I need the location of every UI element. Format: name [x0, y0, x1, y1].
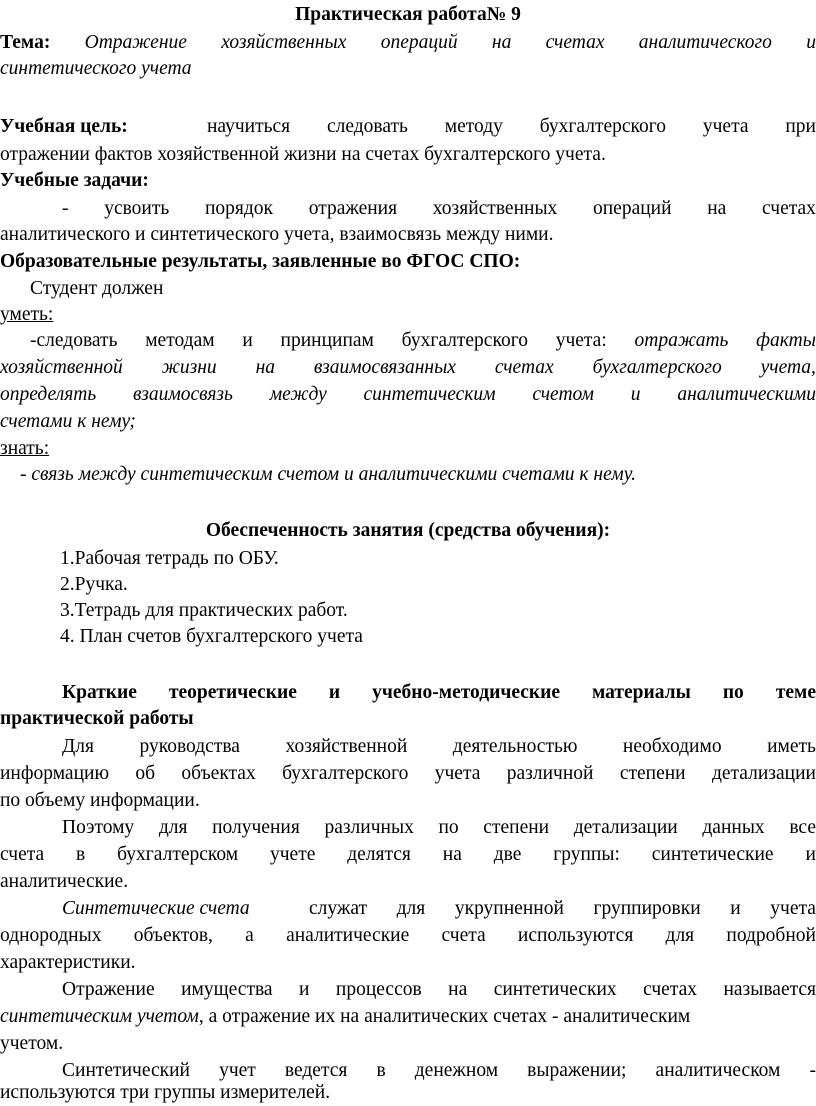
- p3-word: аналитические: [286, 925, 410, 946]
- goal-word: бухгалтерского: [539, 116, 667, 137]
- p1-word: деятельностью: [452, 736, 578, 757]
- p3-word: однородных: [0, 925, 102, 946]
- p3-line-2: [0, 923, 816, 949]
- p4-italic-term: синтетическим учетом: [0, 1006, 199, 1027]
- results-heading: Образовательные результаты, заявленные во ФГОС СПО:: [0, 251, 521, 272]
- can-line-1: [30, 328, 816, 354]
- tasks-line-2: аналитического и синтетического учета, взаимосвязь между ними.: [0, 224, 554, 245]
- p1-line-2: [0, 761, 816, 787]
- p2-word: и: [805, 844, 816, 865]
- p4-word: Отражение: [62, 979, 155, 1000]
- p3-word: счета: [441, 925, 486, 946]
- p2-word: две: [493, 844, 522, 865]
- p3-word: а: [245, 925, 254, 946]
- can-word: факты: [756, 330, 816, 351]
- p4-line-2: [0, 1004, 816, 1030]
- theory-heading-line-1: [62, 680, 816, 706]
- goal-word: научиться: [207, 116, 291, 137]
- can-line-2: [0, 355, 816, 381]
- can-word: хозяйственной: [0, 357, 123, 378]
- p4-line-3: учетом.: [0, 1033, 64, 1054]
- provision-heading: Обеспеченность занятия (средства обучения):: [205, 520, 611, 541]
- p2-word: синтетические: [651, 844, 774, 865]
- p1-word: бухгалтерского: [282, 763, 409, 784]
- p2-word: делятся: [347, 844, 411, 865]
- p2-word: получения: [212, 817, 300, 838]
- p4-word: имущества: [181, 979, 273, 1000]
- can-word: взаимосвязь: [133, 384, 233, 405]
- goal-word: методу: [444, 116, 503, 137]
- tasks-word: счетах: [762, 198, 816, 219]
- p3-word: объектов,: [133, 925, 213, 946]
- goal-word: учета: [702, 116, 749, 137]
- p2-word: учете: [269, 844, 316, 865]
- p2-word: данных: [702, 817, 765, 838]
- p2-word: различных: [324, 817, 414, 838]
- p3-word: используются: [517, 925, 634, 946]
- p1-word: необходимо: [622, 736, 722, 757]
- tasks-word: порядок: [204, 198, 274, 219]
- can-line-3: [0, 382, 816, 408]
- can-word: принципам: [280, 330, 374, 351]
- p5-word: выражении;: [527, 1060, 627, 1081]
- topic-word: операций: [380, 32, 458, 53]
- p5-word: ведется: [284, 1060, 348, 1081]
- tasks-word: -: [62, 198, 69, 219]
- p5-word: денежном: [414, 1060, 499, 1081]
- can-label: уметь:: [0, 304, 54, 325]
- p1-word: об: [135, 763, 156, 784]
- p2-word: для: [158, 817, 188, 838]
- theory-heading-line-2: практической работы: [0, 708, 194, 729]
- goal-line-2: отражении фактов хозяйственной жизни на счетах бухгалтерского учета.: [0, 144, 606, 165]
- goal-word: следовать: [326, 116, 408, 137]
- can-word: бухгалтерского: [592, 357, 722, 378]
- can-word: счетах: [494, 357, 554, 378]
- provision-item: 2.Ручка.: [60, 574, 128, 595]
- p2-word: по: [438, 817, 459, 838]
- page-title: Практическая работа№ 9: [295, 4, 521, 25]
- topic-line-1: [0, 30, 816, 56]
- p3-word: служат: [309, 898, 368, 919]
- topic-word: аналитического: [638, 32, 772, 53]
- p5-word: учет: [219, 1060, 256, 1081]
- p3-word: для: [396, 898, 426, 919]
- p2-word: счета: [0, 844, 45, 865]
- p4-word: процессов: [335, 979, 422, 1000]
- provision-item: 1.Рабочая тетрадь по ОБУ.: [60, 548, 279, 569]
- can-word: -следовать: [30, 330, 118, 351]
- can-word: между: [269, 384, 327, 405]
- p1-word: иметь: [767, 736, 816, 757]
- p3-word: для: [665, 925, 695, 946]
- tasks-word: отражения: [308, 198, 398, 219]
- p1-word: объектах: [181, 763, 256, 784]
- tasks-word: на: [707, 198, 727, 219]
- p3-word: и: [730, 898, 741, 919]
- p2-word: на: [442, 844, 462, 865]
- p1-word: учета: [434, 763, 481, 784]
- can-word: учета,: [760, 357, 816, 378]
- p1-word: Для: [62, 736, 95, 757]
- p2-word: детализации: [573, 817, 678, 838]
- p2-word: Поэтому: [62, 817, 135, 838]
- tasks-word: хозяйственных: [432, 198, 558, 219]
- p1-word: степени: [619, 763, 686, 784]
- can-word: и: [242, 330, 253, 351]
- tasks-word: усвоить: [104, 198, 170, 219]
- theory-heading-word: по: [722, 682, 744, 703]
- student-line: Студент должен: [30, 278, 164, 299]
- p2-word: в: [76, 844, 86, 865]
- p3-word: укрупненной: [454, 898, 564, 919]
- tasks-label: Учебные задачи:: [0, 170, 149, 191]
- theory-heading-word: учебно-методические: [372, 682, 561, 703]
- p4-word: счетах: [643, 979, 697, 1000]
- p2-word: бухгалтерском: [117, 844, 239, 865]
- know-line: - связь между синтетическим счетом и аналитическими счетами к нему.: [20, 464, 636, 485]
- p1-line-1: [62, 734, 816, 760]
- p1-word: информацию: [0, 763, 110, 784]
- p1-word: детализации: [711, 763, 816, 784]
- provision-item: 4. План счетов бухгалтерского учета: [60, 626, 363, 647]
- theory-heading-word: теме: [775, 682, 816, 703]
- goal-word: при: [785, 116, 816, 137]
- p5-word: Синтетический: [62, 1060, 190, 1081]
- tasks-word: операций: [592, 198, 672, 219]
- can-word: и: [630, 384, 641, 405]
- tasks-line-1: [62, 196, 816, 222]
- can-word: синтетическим: [363, 384, 496, 405]
- know-label: знать:: [0, 438, 50, 459]
- p4-word: и: [299, 979, 310, 1000]
- can-word: бухгалтерского: [401, 330, 528, 351]
- topic-word: счетах: [545, 32, 605, 53]
- theory-heading-word: теоретические: [168, 682, 297, 703]
- theory-heading-word: и: [328, 682, 341, 703]
- p2-line-3: аналитические.: [0, 871, 129, 892]
- p2-word: все: [789, 817, 816, 838]
- p5-line-2: используются три группы измерителей.: [0, 1082, 331, 1103]
- p1-word: хозяйственной: [285, 736, 408, 757]
- p4-word: синтетических: [493, 979, 617, 1000]
- p3-word: подробной: [726, 925, 816, 946]
- topic-word: и: [806, 32, 816, 53]
- topic-line-2: синтетического учета: [0, 58, 192, 79]
- topic-word: хозяйственных: [221, 32, 347, 53]
- p3-word: группировки: [593, 898, 701, 919]
- can-word: методам: [145, 330, 215, 351]
- topic-word: на: [491, 32, 512, 53]
- p2-line-2: [0, 842, 816, 868]
- p3-word: учета: [770, 898, 816, 919]
- p1-word: руководства: [139, 736, 240, 757]
- p4-word: называется: [723, 979, 816, 1000]
- p3-italic-term: Синтетические счета: [62, 898, 250, 919]
- p4-word: на: [448, 979, 468, 1000]
- can-word: жизни: [161, 357, 217, 378]
- can-word: на: [255, 357, 275, 378]
- can-word: счетом: [532, 384, 594, 405]
- can-word: учета:: [555, 330, 607, 351]
- topic-word: Отражение: [84, 32, 187, 53]
- p4-line-1: [62, 977, 816, 1003]
- theory-heading-word: Краткие: [62, 682, 137, 703]
- p3-line-3: характеристики.: [0, 952, 136, 973]
- p1-line-3: по объему информации.: [0, 790, 200, 811]
- can-line-4: счетами к нему;: [0, 411, 136, 432]
- p4-line-2-rest: , а отражение их на аналитических счетах - аналитическим: [198, 1006, 691, 1027]
- can-word: аналитическими: [677, 384, 816, 405]
- topic-label: Тема:: [0, 32, 51, 53]
- p2-word: группы:: [553, 844, 620, 865]
- provision-item: 3.Тетрадь для практических работ.: [60, 600, 348, 621]
- can-word: взаимосвязанных: [313, 357, 456, 378]
- can-word: определять: [0, 384, 97, 405]
- p2-word: степени: [483, 817, 550, 838]
- p5-word: аналитическом: [655, 1060, 781, 1081]
- theory-heading-word: материалы: [592, 682, 691, 703]
- p1-word: различной: [506, 763, 594, 784]
- p2-line-1: [62, 815, 816, 841]
- p5-word: -: [809, 1060, 816, 1081]
- goal-label: Учебная цель:: [0, 116, 128, 137]
- can-word: отражать: [634, 330, 729, 351]
- p5-word: в: [376, 1060, 386, 1081]
